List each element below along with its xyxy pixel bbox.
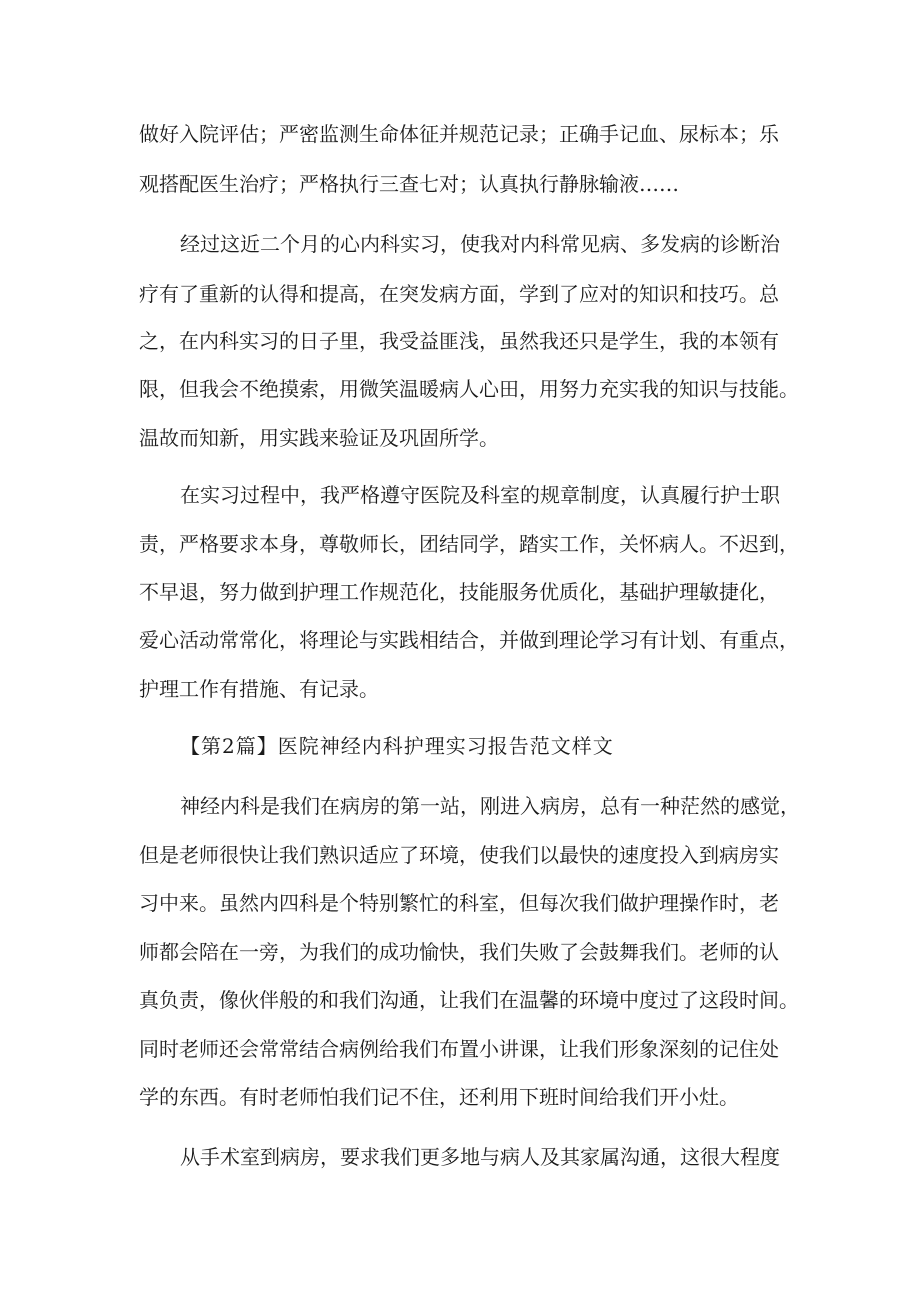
paragraph-4-line-1: 神经内科是我们在病房的第一站，刚进入病房，总有一种茫然的感觉，	[180, 794, 800, 818]
paragraph-4-line-7: 学的东西。有时老师怕我们记不住，还利用下班时间给我们开小灶。	[139, 1085, 739, 1109]
paragraph-4-line-5: 真负责，像伙伴般的和我们沟通，让我们在温馨的环境中度过了这段时间。	[139, 988, 799, 1012]
paragraph-3-line-1: 在实习过程中，我严格遵守医院及科室的规章制度，认真履行护士职	[180, 483, 780, 507]
paragraph-1-line-1: 做好入院评估；严密监测生命体征并规范记录；正确手记血、尿标本；乐	[139, 122, 779, 146]
paragraph-2-line-2: 疗有了重新的认得和提高，在突发病方面，学到了应对的知识和技巧。总	[139, 282, 779, 306]
paragraph-1-line-2: 观搭配医生治疗；严格执行三查七对；认真执行静脉输液……	[139, 172, 679, 196]
paragraph-3-line-5: 护理工作有措施、有记录。	[139, 677, 379, 701]
paragraph-2-line-5: 温故而知新，用实践来验证及巩固所学。	[139, 426, 499, 450]
paragraph-4-line-3: 习中来。虽然内四科是个特别繁忙的科室，但每次我们做护理操作时，老	[139, 891, 779, 915]
paragraph-4-line-4: 师都会陪在一旁，为我们的成功愉快，我们失败了会鼓舞我们。老师的认	[139, 940, 779, 964]
section-heading: 【第2篇】医院神经内科护理实习报告范文样文	[180, 734, 614, 758]
paragraph-3-line-4: 爱心活动常常化，将理论与实践相结合，并做到理论学习有计划、有重点，	[139, 628, 799, 652]
paragraph-2-line-4: 限，但我会不绝摸索，用微笑温暖病人心田，用努力充实我的知识与技能。	[139, 377, 799, 401]
paragraph-5-line-1: 从手术室到病房，要求我们更多地与病人及其家属沟通，这很大程度	[180, 1145, 780, 1169]
paragraph-4-line-2: 但是老师很快让我们熟识适应了环境，使我们以最快的速度投入到病房实	[139, 843, 779, 867]
paragraph-3-line-2: 责，严格要求本身，尊敬师长，团结同学，踏实工作，关怀病人。不迟到，	[139, 532, 799, 556]
paragraph-2-line-1: 经过这近二个月的心内科实习，使我对内科常见病、多发病的诊断治	[180, 232, 780, 256]
paragraph-2-line-3: 之，在内科实习的日子里，我受益匪浅，虽然我还只是学生，我的本领有	[139, 329, 779, 353]
paragraph-4-line-6: 同时老师还会常常结合病例给我们布置小讲课，让我们形象深刻的记住处	[139, 1037, 779, 1061]
paragraph-3-line-3: 不早退，努力做到护理工作规范化，技能服务优质化，基础护理敏捷化，	[139, 580, 779, 604]
